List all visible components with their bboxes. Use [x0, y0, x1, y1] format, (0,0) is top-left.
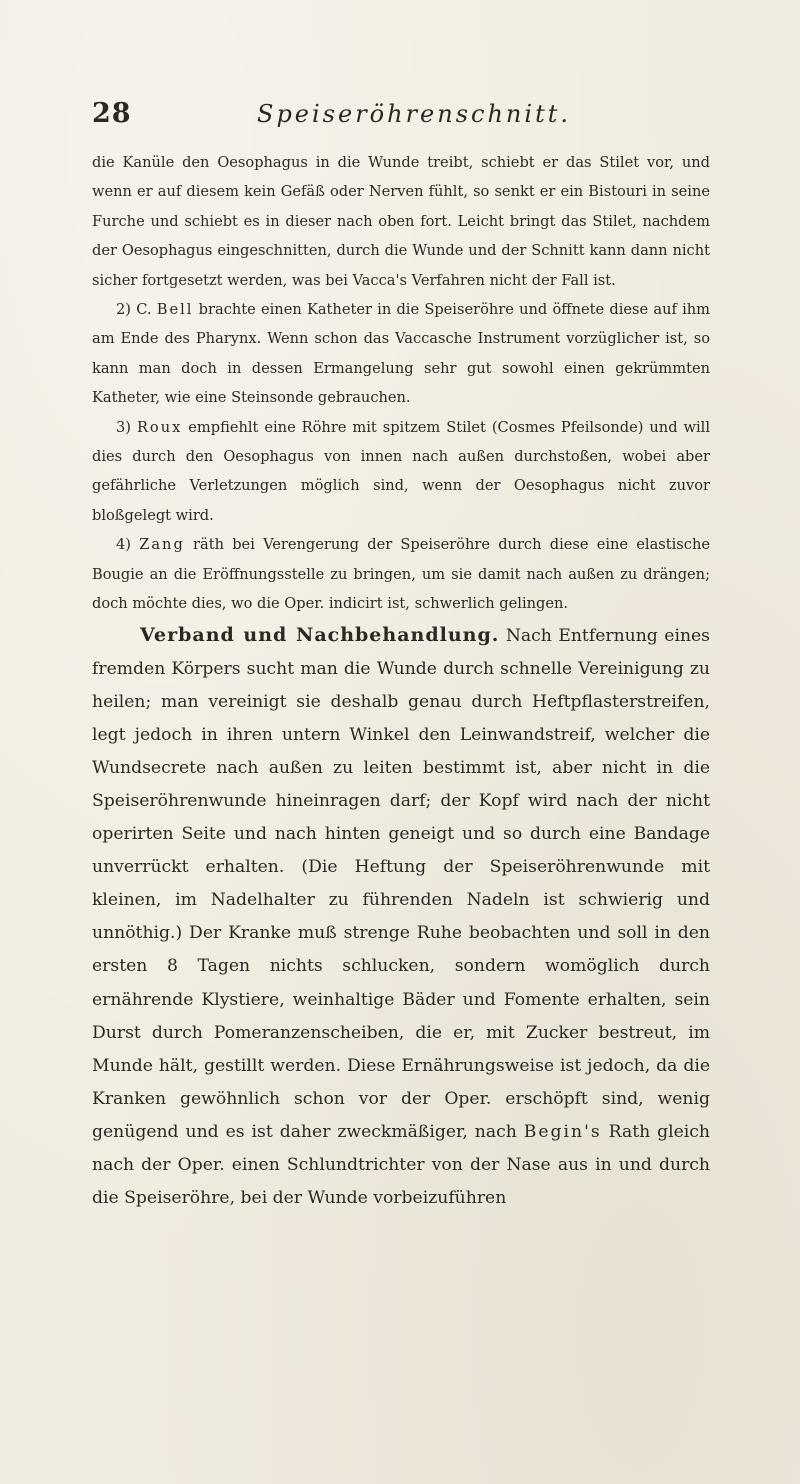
page-number: 28: [92, 98, 132, 129]
running-title: Speiseröhrenschnitt.: [257, 100, 571, 128]
paragraph-bell: [92, 295, 710, 413]
paragraph-text: Nach Entfernung eines fremden Körpers sucht man die Wunde durch schnelle Vereinigung zu heilen; man vereinigt sie deshalb genau durch Heftpflasterstreifen, legt jedoch in ihren untern Winkel den Leinwandstreif, welcher die Wundsecrete nach außen zu leiten bestimmt ist, aber nicht in die Speiseröhrenwunde hineinragen darf; der Kopf wird nach der nicht operirten Seite und nach hinten geneigt und so durch eine Bandage unverrückt erhalten. (Die Heftung der Speiseröhrenwunde mit kleinen, im Nadelhalter zu führenden Nadeln ist schwierig und unnöthig.) Der Kranke muß strenge Ruhe beobachten und soll in den ersten 8 Tagen nichts schlucken, sondern womöglich durch ernährende Klystiere, weinhaltige Bäder und Fomente erhalten, sein Durst durch Pomeranzenscheiben, die er, mit Zucker bestreut, im Munde hält, gestillt werden. Diese Ernährungsweise ist jedoch, da die Kranken gewöhnlich schon vor der Oper. erschöpft sind, wenig genügend und es ist daher zweckmäßiger, nach: [92, 625, 711, 1142]
author-name: Bell: [156, 301, 194, 319]
paragraph-text: brachte einen Katheter in die Speiseröhre und öffnete diese auf ihm am Ende des Pharynx. Wenn schon das Vaccasche Instrument vorzüglicher ist, so kann man doch in dessen Ermangelung sehr gut sowohl einen gekrümmten Katheter, wie eine Steinsonde gebrauchen.: [92, 301, 711, 407]
item-number: 3): [116, 418, 131, 436]
paragraph-continuation: die Kanüle den Oesophagus in die Wunde treibt, schiebt er das Stilet vor, und wenn er auf diesem kein Gefäß oder Nerven fühlt, so senkt er ein Bistouri in seine Furche und schiebt es in dieser nach oben fort. Leicht bringt das Stilet, nachdem der Oesophagus eingeschnitten, durch die Wunde und der Schnitt kann dann nicht sicher fortgesetzt werden, was bei Vacca's Verfahren nicht der Fall ist.: [92, 154, 710, 289]
page-header: [92, 98, 710, 132]
author-name: Roux: [136, 418, 183, 436]
author-name: Zang: [139, 536, 185, 554]
paragraph-verband: [92, 619, 710, 1216]
item-number: 2) C.: [116, 301, 152, 319]
paragraph-text-end: Rath gleich nach der Oper. einen Schlundtrichter von der Nase aus in und durch die Speiseröhre, bei der Wunde vorbeizuführen: [92, 1121, 710, 1209]
paragraph-text: empfiehlt eine Röhre mit spitzem Stilet (Cosmes Pfeilsonde) und will dies durch den Oesophagus von innen nach außen durchstoßen, wobei aber gefährliche Verletzungen möglich sind, wenn der Oesophagus nicht zuvor bloßgelegt wird.: [92, 418, 710, 524]
author-name: Begin's: [523, 1121, 602, 1142]
paragraph-text: räth bei Verengerung der Speiseröhre durch diese eine elastische Bougie an die Eröffnungsstelle zu bringen, um sie damit nach außen zu drängen; doch möchte dies, wo die Oper. indicirt ist, schwerlich gelingen.: [92, 536, 711, 613]
section-heading: Verband und Nachbehandlung.: [140, 623, 500, 646]
page-body: [92, 148, 710, 1215]
item-number: 4): [116, 536, 131, 554]
paragraph-zang: [92, 530, 710, 618]
paragraph-roux: [92, 413, 710, 531]
